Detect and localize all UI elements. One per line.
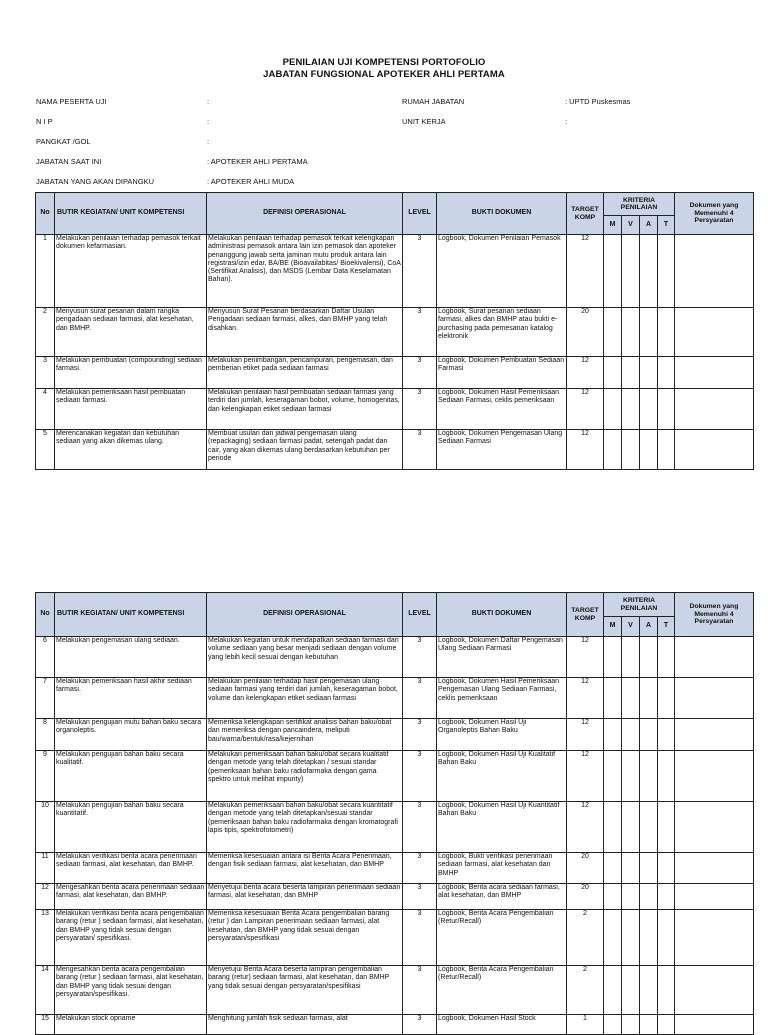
row-definisi: Melakukan penimbangan, pencampuran, pengemasan, dan pemberian etiket pada sediaan farmasi — [207, 357, 403, 389]
cell-m[interactable] — [604, 910, 622, 966]
row-bukti: Logbook, Berita Acara Pengembalian (Retur/Recall) — [437, 966, 567, 1015]
row-target: 12 — [567, 235, 604, 308]
table-row — [36, 884, 754, 910]
row-bukti: Logbook, Dokumen Hasil Pemeriksaan Sediaan Farmasi, ceklis pemeriksaan — [437, 389, 567, 430]
cell-dokumen[interactable] — [675, 637, 754, 678]
cell-a[interactable] — [640, 910, 658, 966]
header-level: LEVEL — [403, 593, 437, 637]
cell-dokumen[interactable] — [675, 235, 754, 308]
row-bukti: Logbook, Dokumen Pembuatan Sediaan Farmasi — [437, 357, 567, 389]
row-no: 10 — [36, 802, 55, 853]
row-definisi: Memeriksa kelengkapan sertifikat analisis bahan baku/obat dan memeriksa dengan pancaindera, meliputi bau/warna/bentuk/rasa/kejernihan — [207, 719, 403, 751]
cell-m[interactable] — [604, 853, 622, 884]
table-1-body — [36, 235, 754, 470]
header-bukti: BUKTI DOKUMEN — [437, 593, 567, 637]
row-butir: Menyusun surat pesanan dalam rangka pengadaan sediaan farmasi, alat kesehatan, dan BMHP. — [55, 308, 207, 357]
header-dokumen: Dokumen yang Memenuhi 4 Persyaratan — [675, 593, 754, 637]
row-target: 20 — [567, 308, 604, 357]
row-no: 5 — [36, 430, 55, 470]
document-title-line1: PENILAIAN UJI KOMPETENSI PORTOFOLIO — [282, 57, 486, 68]
cell-t[interactable] — [658, 308, 675, 357]
cell-dokumen[interactable] — [675, 966, 754, 1015]
cell-v[interactable] — [622, 853, 640, 884]
row-level: 3 — [403, 853, 437, 884]
cell-a[interactable] — [640, 235, 658, 308]
row-bukti: Logbook, Dokumen Daftar Pengemasan Ulang Sediaan Farmasi — [437, 637, 567, 678]
row-level: 3 — [403, 430, 437, 470]
row-butir: Merencanakan kegiatan dan kebutuhan sediaan yang akan dikemas ulang. — [55, 430, 207, 470]
table-row — [36, 678, 754, 719]
table-row — [36, 853, 754, 884]
header-bukti: BUKTI DOKUMEN — [437, 193, 567, 235]
row-bukti: Logbook, Dokumen Pengemasan Ulang Sediaan Farmasi — [437, 430, 567, 470]
cell-a[interactable] — [640, 884, 658, 910]
row-level: 3 — [403, 678, 437, 719]
cell-a[interactable] — [640, 1015, 658, 1035]
cell-m[interactable] — [604, 357, 622, 389]
header-target: TARGET KOMP — [567, 593, 604, 637]
row-butir: Melakukan pengujian bahan baku secara kualitatif. — [55, 751, 207, 802]
cell-m[interactable] — [604, 678, 622, 719]
cell-dokumen[interactable] — [675, 802, 754, 853]
header-butir: BUTIR KEGIATAN/ UNIT KOMPETENSI — [55, 193, 207, 235]
row-definisi: Melakukan pemeriksaan bahan baku/obat secara kualitatif dengan metode yang telah ditetapkan / sesuai standar (pemeriksaan bahan baku radiofarmaka dengan gama spektro untuk melihat impurity) — [207, 751, 403, 802]
table-row — [36, 1015, 754, 1035]
row-no: 12 — [36, 884, 55, 910]
cell-dokumen[interactable] — [675, 389, 754, 430]
nip-value: : — [207, 117, 210, 126]
cell-v[interactable] — [622, 308, 640, 357]
row-butir: Mengesahkan berita acara penerimaan sediaan farmasi, alat kesehatan, dan BMHP. — [55, 884, 207, 910]
cell-m[interactable] — [604, 884, 622, 910]
nip-label: N I P — [36, 117, 53, 126]
rumah-value: : UPTD Puskesmas — [565, 97, 631, 106]
row-target: 12 — [567, 430, 604, 470]
row-definisi: Melakukan kegiatan untuk mendapatkan sediaan farmasi dari volume sediaan yang besar menjadi sediaan dengan volume yang lebih kecil sesuai dengan kebutuhan — [207, 637, 403, 678]
header-butir: BUTIR KEGIATAN/ UNIT KOMPETENSI — [55, 593, 207, 637]
table-row — [36, 802, 754, 853]
cell-t[interactable] — [658, 235, 675, 308]
row-butir: Mengesahkan berita acara pengembalian barang (retur ) sediaan farmasi, alat kesehatan, dan BMHP yang tidak sesuai dengan persyaratan/spesifikasi. — [55, 966, 207, 1015]
cell-a[interactable] — [640, 802, 658, 853]
row-butir: Melakukan pembuatan (compounding) sediaan farmasi. — [55, 357, 207, 389]
header-target: TARGET KOMP — [567, 193, 604, 235]
row-target: 1 — [567, 1015, 604, 1035]
cell-t[interactable] — [658, 637, 675, 678]
row-butir: Melakukan stock opname — [55, 1015, 207, 1035]
row-target: 20 — [567, 884, 604, 910]
table-row — [36, 308, 754, 357]
cell-t[interactable] — [658, 853, 675, 884]
header-m: M — [604, 216, 622, 235]
cell-t[interactable] — [658, 430, 675, 470]
cell-v[interactable] — [622, 430, 640, 470]
header-v: V — [622, 216, 640, 235]
cell-t[interactable] — [658, 910, 675, 966]
row-bukti: Logbook, Berita acara sediaan farmasi, alat kesehatan, dan BMHP — [437, 884, 567, 910]
cell-dokumen[interactable] — [675, 910, 754, 966]
row-target: 20 — [567, 853, 604, 884]
cell-t[interactable] — [658, 884, 675, 910]
row-definisi: Memeriksa kesesuaian antara isi Berita Acara Penerimaan, dengan fisik sediaan farmasi, alat kesehatan, dan BMHP — [207, 853, 403, 884]
cell-m[interactable] — [604, 430, 622, 470]
cell-a[interactable] — [640, 678, 658, 719]
cell-m[interactable] — [604, 235, 622, 308]
nama-value: : — [207, 97, 210, 106]
cell-a[interactable] — [640, 966, 658, 1015]
header-no: No — [36, 193, 55, 235]
row-butir: Melakukan pemeriksaan hasil pembuatan sediaan farmasi. — [55, 389, 207, 430]
cell-m[interactable] — [604, 389, 622, 430]
row-no: 7 — [36, 678, 55, 719]
cell-a[interactable] — [640, 308, 658, 357]
document-title-line2: JABATAN FUNGSIONAL APOTEKER AHLI PERTAMA — [263, 69, 505, 80]
assessment-table-2 — [35, 592, 754, 1035]
cell-dokumen[interactable] — [675, 1015, 754, 1035]
pangkat-value: : — [207, 137, 210, 146]
table-2-body — [36, 637, 754, 1035]
row-definisi: Melakukan penilaian hasil pembuatan sediaan farmasi yang terdiri dari jumlah, keseragaman bobot, volume, homogenitas, dan kelengkapan etiket sediaan farmasi — [207, 389, 403, 430]
cell-a[interactable] — [640, 853, 658, 884]
cell-t[interactable] — [658, 802, 675, 853]
row-definisi: Menyusun Surat Pesanan berdasarkan Daftar Usulan Pengadaan sediaan farmasi, alkes, dan BMHP yang telah disahkan. — [207, 308, 403, 357]
row-no: 6 — [36, 637, 55, 678]
cell-t[interactable] — [658, 678, 675, 719]
row-definisi: Melakukan penilaian terhadap pemasok terkait kelengkapan administrasi pemasok antara lain izin pemasok dan apoteker penanggung jawab serta jaminan mutu produk antara lain registrasi/izin edar, BA/BE (Bioavailabitas/ Bioekivalensi), CoA (Sertifikat Analisis), dan MSDS (Lembar Data Keselamatan Bahan). — [207, 235, 403, 308]
row-butir: Melakukan pengujian mutu bahan baku secara organoleptis. — [55, 719, 207, 751]
cell-m[interactable] — [604, 751, 622, 802]
cell-t[interactable] — [658, 389, 675, 430]
cell-dokumen[interactable] — [675, 853, 754, 884]
header-a: A — [640, 216, 658, 235]
assessment-table-1 — [35, 192, 754, 470]
row-no: 4 — [36, 389, 55, 430]
cell-a[interactable] — [640, 751, 658, 802]
cell-v[interactable] — [622, 719, 640, 751]
cell-dokumen[interactable] — [675, 751, 754, 802]
row-bukti: Logbook, Dokumen Hasil Uji Kuantitatif Bahan Baku — [437, 802, 567, 853]
table-row — [36, 910, 754, 966]
row-level: 3 — [403, 884, 437, 910]
cell-v[interactable] — [622, 966, 640, 1015]
row-target: 12 — [567, 357, 604, 389]
nama-label: NAMA PESERTA UJI — [36, 97, 107, 106]
row-level: 3 — [403, 357, 437, 389]
cell-v[interactable] — [622, 910, 640, 966]
row-butir: Melakukan verifikasi berita acara pengembalian barang (retur ) sediaan farmasi, alat kesehatan, dan BMHP yang tidak sesuai dengan persyaratan/ spesifikasi. — [55, 910, 207, 966]
row-no: 2 — [36, 308, 55, 357]
row-no: 13 — [36, 910, 55, 966]
unit-label: UNIT KERJA — [402, 117, 446, 126]
row-bukti: Logbook, Dokumen Penilaian Pemasok — [437, 235, 567, 308]
cell-m[interactable] — [604, 802, 622, 853]
table-row — [36, 719, 754, 751]
row-level: 3 — [403, 235, 437, 308]
row-bukti: Logbook, Bukti verifikasi penerimaan sediaan farmasi, alat kesehatan dan BMHP — [437, 853, 567, 884]
row-definisi: Menghitung jumlah fisik sediaan farmasi, alat — [207, 1015, 403, 1035]
row-target: 2 — [567, 910, 604, 966]
pangkat-label: PANGKAT /GOL — [36, 137, 91, 146]
row-no: 15 — [36, 1015, 55, 1035]
header-level: LEVEL — [403, 193, 437, 235]
cell-v[interactable] — [622, 1015, 640, 1035]
row-definisi: Menyetujui berita acara beserta lampiran penerimaan sediaan farmasi, alat kesehatan, dan BMHP — [207, 884, 403, 910]
cell-a[interactable] — [640, 719, 658, 751]
row-level: 3 — [403, 910, 437, 966]
row-butir: Melakukan pengujian bahan baku secara kuantitatif. — [55, 802, 207, 853]
row-target: 12 — [567, 389, 604, 430]
row-butir: Melakukan penilaian terhadap pemasok terkait dokumen kefarmasian. — [55, 235, 207, 308]
jabatan-dipangku-value: : APOTEKER AHLI MUDA — [207, 177, 295, 186]
header-definisi: DEFINISI OPERASIONAL — [207, 593, 403, 637]
row-target: 12 — [567, 751, 604, 802]
row-no: 9 — [36, 751, 55, 802]
table-row — [36, 357, 754, 389]
row-no: 14 — [36, 966, 55, 1015]
header-definisi: DEFINISI OPERASIONAL — [207, 193, 403, 235]
row-no: 11 — [36, 853, 55, 884]
cell-dokumen[interactable] — [675, 884, 754, 910]
row-bukti: Logbook, Surat pesanan sediaan farmasi, alkes dan BMHP atau bukti e-purchasing pada pemesanan katalog elektronik — [437, 308, 567, 357]
row-level: 3 — [403, 308, 437, 357]
row-target: 12 — [567, 678, 604, 719]
row-level: 3 — [403, 802, 437, 853]
table-row — [36, 966, 754, 1015]
row-level: 3 — [403, 389, 437, 430]
header-t: T — [658, 617, 675, 637]
row-butir: Melakukan pemeriksaan hasil akhir sediaan farmasi. — [55, 678, 207, 719]
cell-m[interactable] — [604, 719, 622, 751]
row-level: 3 — [403, 719, 437, 751]
row-bukti: Logbook, Dokumen Hasil Stock — [437, 1015, 567, 1035]
header-kriteria: KRITERIA PENILAIAN — [604, 193, 675, 216]
row-butir: Melakukan verifikasi berita acara penerimaan sediaan farmasi, alat kesehatan, dan BMHP. — [55, 853, 207, 884]
jabatan-dipangku-label: JABATAN YANG AKAN DIPANGKU — [36, 177, 155, 186]
row-target: 2 — [567, 966, 604, 1015]
row-level: 3 — [403, 637, 437, 678]
row-bukti: Logbook, Berita Acara Pengembalian (Retur/Recall) — [437, 910, 567, 966]
cell-v[interactable] — [622, 751, 640, 802]
jabatan-label: JABATAN SAAT INI — [36, 157, 102, 166]
cell-t[interactable] — [658, 966, 675, 1015]
cell-dokumen[interactable] — [675, 308, 754, 357]
cell-v[interactable] — [622, 357, 640, 389]
header-m: M — [604, 617, 622, 637]
row-definisi: Membuat usulan dan jadwal pengemasan ulang (repackaging) sediaan farmasi padat, setengah padat dan cair, yang akan dikemas ulang berdasarkan kebutuhan per periode — [207, 430, 403, 470]
table-row — [36, 430, 754, 470]
table-row — [36, 389, 754, 430]
cell-t[interactable] — [658, 1015, 675, 1035]
cell-a[interactable] — [640, 357, 658, 389]
cell-t[interactable] — [658, 357, 675, 389]
cell-a[interactable] — [640, 430, 658, 470]
row-definisi: Melakukan pemeriksaan bahan baku/obat secara kuantitatif dengan metode yang telah ditetapkan/sesuai standar (pemeriksaan bahan baku radiofarmaka dengan kromatografi lapis tipis, spektrofotometri) — [207, 802, 403, 853]
row-bukti: Logbook, Dokumen Hasil Uji Organoleptis Bahan Baku — [437, 719, 567, 751]
cell-dokumen[interactable] — [675, 357, 754, 389]
row-definisi: Menyetujui Berita Acara beserta lampiran pengembalian barang (retur) sediaan farmasi, alat kesehatan, dan BMHP yang tidak sesuai dengan persyaratan/spesifikasi — [207, 966, 403, 1015]
unit-value: : — [565, 117, 568, 126]
table-row — [36, 235, 754, 308]
row-target: 12 — [567, 802, 604, 853]
table-row — [36, 751, 754, 802]
cell-v[interactable] — [622, 637, 640, 678]
cell-dokumen[interactable] — [675, 678, 754, 719]
cell-v[interactable] — [622, 235, 640, 308]
row-no: 3 — [36, 357, 55, 389]
cell-m[interactable] — [604, 637, 622, 678]
row-target: 12 — [567, 637, 604, 678]
row-definisi: Memeriksa kesesuaian Berita Acara pengembalian barang (retur ) dan Lampiran penerimaan sediaan farmasi, alat kesehatan, dan BMHP yang tidak sesuai dengan persyaratan/spesifikasi — [207, 910, 403, 966]
cell-dokumen[interactable] — [675, 430, 754, 470]
cell-v[interactable] — [622, 389, 640, 430]
jabatan-value: : APOTEKER AHLI PERTAMA — [207, 157, 308, 166]
header-t: T — [658, 216, 675, 235]
row-target: 12 — [567, 719, 604, 751]
row-bukti: Logbook, Dokumen Hasil Uji Kualitatif Bahan Baku — [437, 751, 567, 802]
cell-t[interactable] — [658, 719, 675, 751]
row-level: 3 — [403, 751, 437, 802]
header-v: V — [622, 617, 640, 637]
rumah-label: RUMAH JABATAN — [402, 97, 465, 106]
header-dokumen: Dokumen yang Memenuhi 4 Persyaratan — [675, 193, 754, 235]
cell-v[interactable] — [622, 678, 640, 719]
header-kriteria: KRITERIA PENILAIAN — [604, 593, 675, 617]
cell-v[interactable] — [622, 884, 640, 910]
header-a: A — [640, 617, 658, 637]
table-row — [36, 637, 754, 678]
cell-a[interactable] — [640, 389, 658, 430]
cell-m[interactable] — [604, 1015, 622, 1035]
row-bukti: Logbook, Dokumen Hasil Pemeriksaan Pengemasan Ulang Sediaan Farmasi, ceklis pemeriksaan — [437, 678, 567, 719]
row-definisi: Melakukan penilaian terhadap hasil pengemasan ulang sediaan farmasi yang terdiri dari jumlah, keseragaman bobot, volume dan kelengkapan etiket sediaan farmasi — [207, 678, 403, 719]
cell-a[interactable] — [640, 637, 658, 678]
row-butir: Melakukan pengemasan ulang sediaan. — [55, 637, 207, 678]
cell-t[interactable] — [658, 751, 675, 802]
row-no: 8 — [36, 719, 55, 751]
cell-m[interactable] — [604, 966, 622, 1015]
row-no: 1 — [36, 235, 55, 308]
cell-dokumen[interactable] — [675, 719, 754, 751]
cell-m[interactable] — [604, 308, 622, 357]
header-no: No — [36, 593, 55, 637]
row-level: 3 — [403, 966, 437, 1015]
row-level: 3 — [403, 1015, 437, 1035]
cell-v[interactable] — [622, 802, 640, 853]
